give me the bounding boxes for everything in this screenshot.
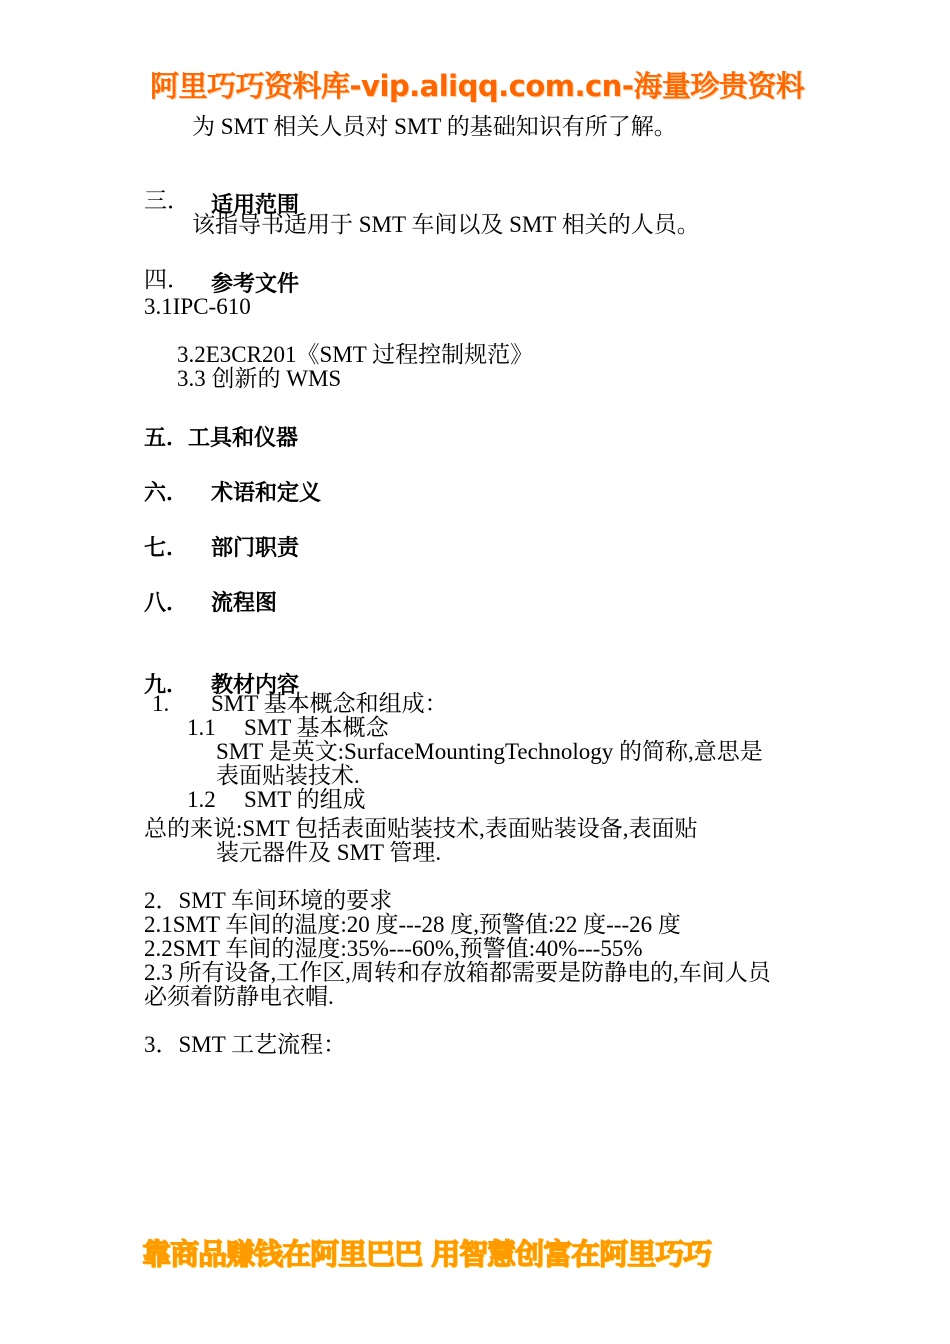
point-2-3-line-2: 必须着防静电衣帽. [144,984,334,1009]
point-1-2-line-1: 总的来说:SMT 包括表面贴装技术,表面贴装设备,表面贴 [144,816,698,841]
reference-item-1: 3.1IPC-610 [144,294,251,319]
section-3-number: 三． [144,188,190,213]
section-5-title: 五．工具和仪器 [144,426,299,451]
section-3-title: 适用范围 [211,193,300,218]
point-1-1-line-1: SMT 是英文:SurfaceMountingTechnology 的简称,意思是 [216,739,763,764]
reference-item-2: 3.2E3CR201《SMT 过程控制规范》 [177,342,534,367]
point-1-1-line-2: 表面贴装技术. [216,763,360,788]
point-2-title: 2．SMT 车间环境的要求 [144,888,393,913]
point-1-2-number: 1.2 [187,787,216,812]
footer-banner: 靠商品赚钱在阿里巴巴 用智慧创富在阿里巧巧 [142,1237,712,1271]
section-4-title: 参考文件 [211,272,300,297]
point-1-title: SMT 基本概念和组成： [211,691,448,716]
section-8-number: 八． [144,591,189,616]
point-2-1: 2.1SMT 车间的温度:20 度---28 度,预警值:22 度---26 度 [144,912,681,937]
section-9-number: 九． [144,673,189,698]
point-2-3-line-1: 2.3 所有设备,工作区,周转和存放箱都需要是防静电的,车间人员 [144,960,771,985]
point-1-1-title: SMT 基本概念 [244,715,389,740]
section-3-body: 该指导书适用于 SMT 车间以及 SMT 相关的人员。 [192,212,700,237]
header-banner: 阿里巧巧资料库-vip.aliqq.com.cn-海量珍贵资料 [150,69,805,103]
section-7-title: 部门职责 [211,536,300,561]
point-1-1-number: 1.1 [187,715,216,740]
point-1-number: 1. [152,691,170,716]
point-1-2-line-2: 装元器件及 SMT 管理. [216,840,442,865]
point-3-title: 3．SMT 工艺流程： [144,1032,347,1057]
section-6-number: 六． [144,481,189,506]
reference-item-3: 3.3 创新的 WMS [177,366,342,391]
point-2-2: 2.2SMT 车间的湿度:35%---60%,预警值:40%---55% [144,936,643,961]
point-1-2-title: SMT 的组成 [244,787,366,812]
section-9-title: 教材内容 [211,673,300,698]
section-4-number: 四． [144,267,190,292]
section-7-number: 七． [144,536,189,561]
intro-line: 为 SMT 相关人员对 SMT 的基础知识有所了解。 [192,114,677,139]
section-8-title: 流程图 [211,591,278,616]
section-6-title: 术语和定义 [211,481,322,506]
